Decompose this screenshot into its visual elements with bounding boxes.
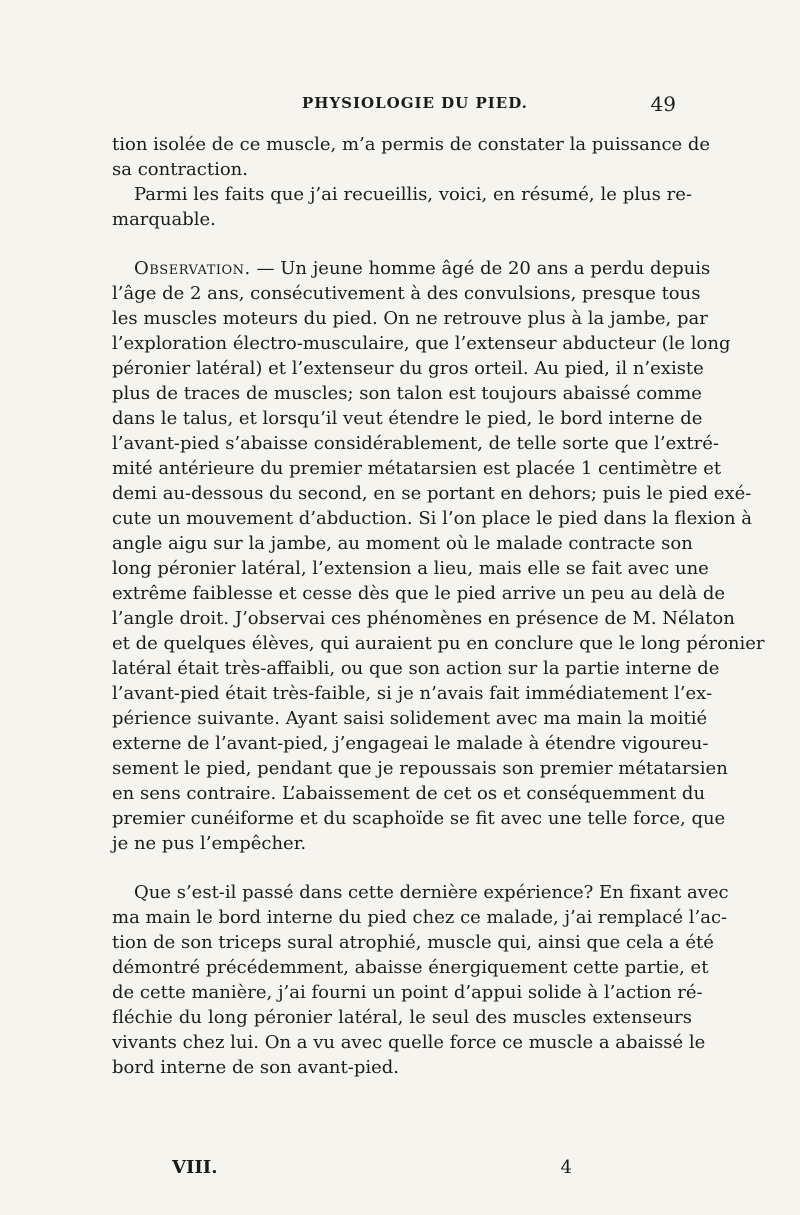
- text-line: périence suivante. Ayant saisi solidement avec ma main la moitié: [112, 708, 708, 729]
- text-line: demi au-dessous du second, en se portant en dehors; puis le pied exé-: [112, 483, 752, 504]
- text-line: Que s’est-il passé dans cette dernière expérience? En fixant avec: [134, 882, 729, 903]
- text-line: et de quelques élèves, qui auraient pu en conclure que le long péronier: [112, 633, 765, 654]
- text-line: latéral était très-affaibli, ou que son action sur la partie interne de: [112, 658, 720, 679]
- paragraph-gap: [112, 232, 692, 256]
- text-line: extrême faiblesse et cesse dès que le pied arrive un peu au delà de: [112, 583, 726, 604]
- text-line: sa contraction.: [112, 159, 248, 180]
- text-line: sement le pied, pendant que je repoussais son premier métatarsien: [112, 758, 728, 779]
- text-line: plus de traces de muscles; son talon est toujours abaissé comme: [112, 383, 702, 404]
- text-line: tion de son triceps sural atrophié, muscle qui, ainsi que cela a été: [112, 932, 714, 953]
- text-line: long péronier latéral, l’extension a lieu, mais elle se fait avec une: [112, 558, 709, 579]
- page-number: 49: [650, 92, 676, 116]
- text-line: démontré précédemment, abaisse énergiquement cette partie, et: [112, 957, 709, 978]
- text-line: premier cunéiforme et du scaphoïde se fit avec une telle force, que: [112, 808, 726, 829]
- text-line: mité antérieure du premier métatarsien est placée 1 centimètre et: [112, 458, 722, 479]
- text-line: vivants chez lui. On a vu avec quelle force ce muscle a abaissé le: [112, 1032, 706, 1053]
- text-line: en sens contraire. L’abaissement de cet os et conséquemment du: [112, 783, 706, 804]
- observation-label: Observation.: [134, 258, 251, 279]
- text-line: ma main le bord interne du pied chez ce malade, j’ai remplacé l’ac-: [112, 907, 728, 928]
- text-line: externe de l’avant-pied, j’engageai le malade à étendre vigoureu-: [112, 733, 709, 754]
- text-line: Parmi les faits que j’ai recueillis, voici, en résumé, le plus re-: [134, 184, 692, 205]
- page-header: [116, 92, 686, 124]
- text-line: de cette manière, j’ai fourni un point d’appui solide à l’action ré-: [112, 982, 703, 1003]
- text-line: l’exploration électro-musculaire, que l’extenseur abducteur (le long: [112, 333, 731, 354]
- page-footer: [172, 1157, 592, 1187]
- text-line: cute un mouvement d’abduction. Si l’on place le pied dans la flexion à: [112, 508, 753, 529]
- signature-number: 4: [560, 1157, 572, 1178]
- text-line: les muscles moteurs du pied. On ne retrouve plus à la jambe, par: [112, 308, 708, 329]
- page-body: [112, 132, 765, 1080]
- text-line: péronier latéral) et l’extenseur du gros orteil. Au pied, il n’existe: [112, 358, 704, 379]
- text-line: angle aigu sur la jambe, au moment où le malade contracte son: [112, 533, 693, 554]
- text-line: l’âge de 2 ans, consécutivement à des convulsions, presque tous: [112, 283, 701, 304]
- signature-mark: VIII.: [172, 1157, 218, 1178]
- paragraph-gap: [112, 856, 692, 880]
- text-line: l’avant-pied s’abaisse considérablement, de telle sorte que l’extré-: [112, 433, 719, 454]
- text-line: l’angle droit. J’observai ces phénomènes en présence de M. Nélaton: [112, 608, 735, 629]
- text-line: l’avant-pied était très-faible, si je n’avais fait immédiatement l’ex-: [112, 683, 713, 704]
- text-line: tion isolée de ce muscle, m’a permis de constater la puissance de: [112, 134, 711, 155]
- text-line: — Un jeune homme âgé de 20 ans a perdu depuis: [250, 258, 711, 279]
- text-line: bord interne de son avant-pied.: [112, 1057, 400, 1078]
- running-title: PHYSIOLOGIE DU PIED.: [302, 94, 528, 112]
- text-line: marquable.: [112, 209, 216, 230]
- text-line: fléchie du long péronier latéral, le seul des muscles extenseurs: [112, 1007, 692, 1028]
- text-line: je ne pus l’empêcher.: [112, 833, 307, 854]
- text-line: dans le talus, et lorsqu’il veut étendre le pied, le bord interne de: [112, 408, 703, 429]
- observation-line: [112, 256, 711, 281]
